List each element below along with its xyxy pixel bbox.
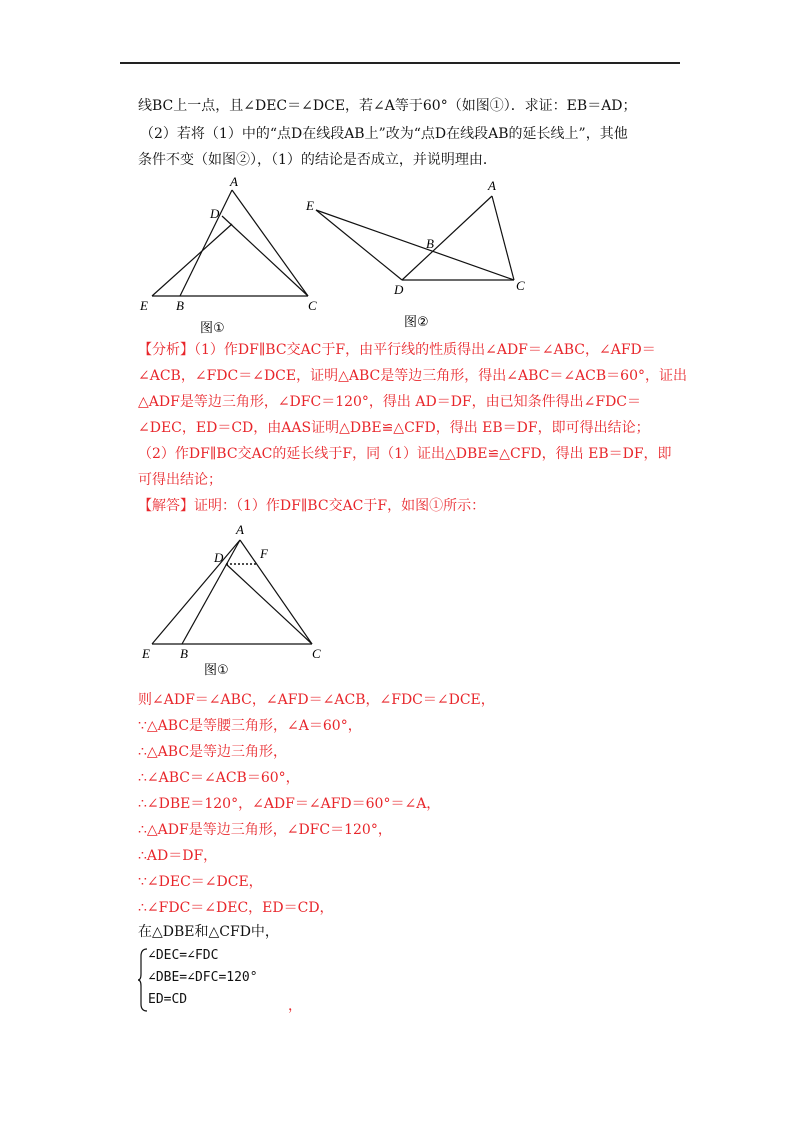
fig3-label-b: B (180, 646, 188, 661)
fig2-label-a: A (488, 178, 496, 193)
step-4: ∴∠ABC＝∠ACB＝60°， (138, 770, 300, 786)
system-row-3: ED=CD (148, 992, 188, 1007)
step-7: ∴AD＝DF， (138, 848, 218, 864)
fig3-label-c: C (312, 646, 321, 661)
system-tail-comma: ， (288, 998, 302, 1014)
fig3-label-e: E (142, 646, 150, 661)
step-6: ∴△ADF是等边三角形，∠DFC＝120°， (138, 822, 392, 838)
answer-heading: 【解答】证明：（1）作DF∥BC交AC于F，如图①所示： (138, 498, 486, 514)
fig2-label-c: C (516, 278, 525, 293)
analysis-line-6: 可得出结论； (138, 472, 222, 488)
fig2-label-d: D (394, 282, 404, 297)
step-2: ∵△ABC是等腰三角形，∠A＝60°， (138, 718, 362, 734)
step-1: 则∠ADF＝∠ABC，∠AFD＝∠ACB，∠FDC＝∠DCE， (138, 692, 495, 708)
fig2-label-e: E (306, 198, 314, 213)
step-5: ∴∠DBE＝120°，∠ADF＝∠AFD＝60°＝∠A， (138, 796, 441, 812)
fig3-label-a: A (236, 522, 244, 537)
system-row-2: ∠DBE=∠DFC=120° (148, 970, 258, 985)
step-9: ∴∠FDC＝∠DEC，ED＝CD， (138, 900, 334, 916)
system-row-1: ∠DEC=∠FDC (148, 948, 219, 963)
fig1-label-a: A (230, 174, 238, 189)
left-brace (138, 948, 148, 1012)
header-rule (120, 62, 680, 64)
fig2-label-b: B (426, 236, 434, 251)
analysis-line-3: △ADF是等边三角形，∠DFC＝120°，得出 AD＝DF，由已知条件得出∠FDC＝ (138, 394, 642, 410)
fig3-caption: 图① (204, 663, 229, 678)
figure-3 (140, 518, 340, 682)
fig1-caption: 图① (200, 321, 225, 336)
figure-2 (300, 180, 550, 340)
fig2-caption: 图② (404, 315, 429, 330)
problem-line-1: 线BC上一点，且∠DEC＝∠DCE，若∠A等于60°（如图①）．求证：EB＝AD； (138, 98, 637, 114)
fig1-label-e: E (140, 298, 148, 313)
problem-line-2: （2）若将（1）中的“点D在线段AB上”改为“点D在线段AB的延长线上”，其他 (140, 126, 628, 142)
problem-line-3: 条件不变（如图②），（1）的结论是否成立，并说明理由． (138, 152, 497, 168)
fig1-label-c: C (308, 298, 317, 313)
analysis-line-4: ∠DEC，ED＝CD，由AAS证明△DBE≌△CFD，得出 EB＝DF，即可得出结论； (138, 420, 650, 436)
analysis-line-1: 【分析】（1）作DF∥BC交AC于F，由平行线的性质得出∠ADF＝∠ABC，∠AFD＝ (138, 342, 656, 358)
step-8: ∵∠DEC＝∠DCE， (138, 874, 263, 890)
step-3: ∴△ABC是等边三角形， (138, 744, 288, 760)
fig1-label-d: D (210, 206, 220, 221)
analysis-line-5: （2）作DF∥BC交AC的延长线于F，同（1）证出△DBE≌△CFD，得出 EB＝DF，即 (138, 446, 672, 462)
fig3-label-f: F (260, 546, 268, 561)
in-triangles-line: 在△DBE和△CFD中， (138, 924, 279, 940)
fig3-label-d: D (214, 550, 224, 565)
analysis-line-2: ∠ACB，∠FDC＝∠DCE，证明△ABC是等边三角形，得出∠ABC＝∠ACB＝60°，证出 (138, 368, 687, 384)
fig1-label-b: B (176, 298, 184, 313)
